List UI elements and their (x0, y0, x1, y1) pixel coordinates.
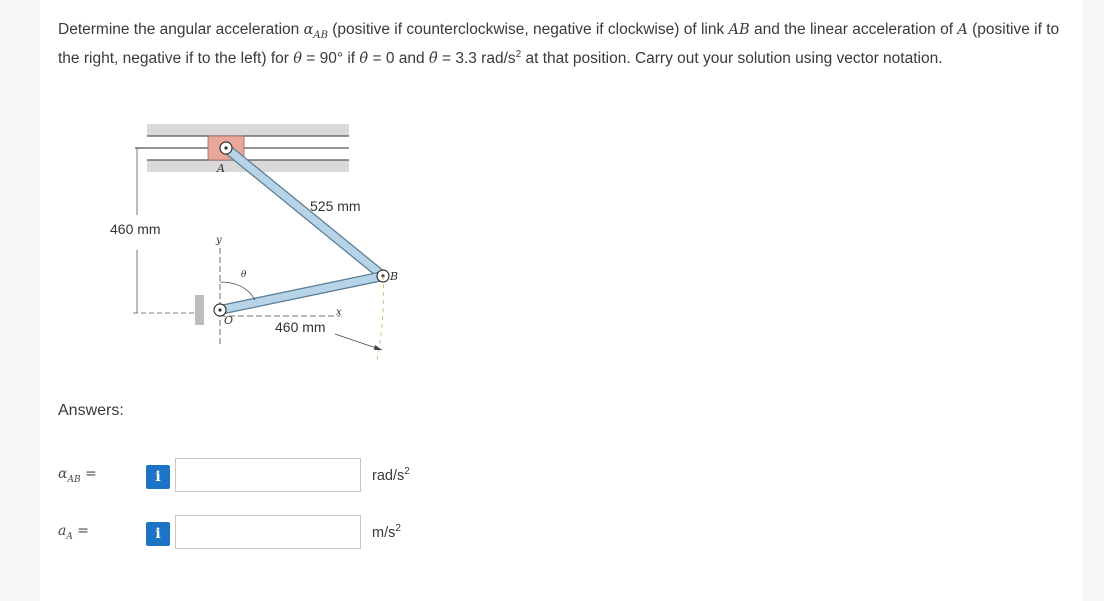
question-card (40, 0, 1082, 601)
info-button[interactable]: i (146, 465, 170, 489)
question-text: Determine the angular acceleration $\alpha_{AB}$ (positive if counterclockwise, negative if clockwise) of link AB and the linear acceleration of A (positive if to the right, negative if to the left) for θ = 90° if θ̇ = 0 and θ̈ = 3.3 rad/$s^2$ at that position. Carry out your solution using vector notation. (58, 21, 1060, 68)
variable-label: $\alpha_{AB}$ = (58, 466, 97, 485)
dim-ob-label: 460 mm (275, 319, 326, 335)
variable-label: $a_A$ = (58, 523, 90, 542)
ground-support (195, 295, 204, 325)
dim-vertical-label: 460 mm (110, 221, 161, 237)
alpha-ab-answer-input[interactable] (175, 458, 361, 492)
label-o: O (224, 314, 234, 327)
unit-label: $m/s^2$ (372, 523, 401, 541)
dim-ab-label: 525 mm (310, 198, 361, 214)
answers-heading: Answers: (58, 402, 124, 419)
label-b: B (390, 270, 399, 283)
upper-rail (147, 124, 349, 136)
a-a-answer-input[interactable] (175, 515, 361, 549)
info-button[interactable]: i (146, 522, 170, 546)
label-a: A (217, 162, 225, 175)
unit-label: rad/$s^2$ (372, 466, 410, 484)
mechanism-figure (95, 110, 415, 375)
label-y: y (216, 235, 222, 246)
label-theta: θ (241, 270, 247, 280)
theta-arc (220, 282, 255, 300)
label-x: x (336, 307, 342, 318)
